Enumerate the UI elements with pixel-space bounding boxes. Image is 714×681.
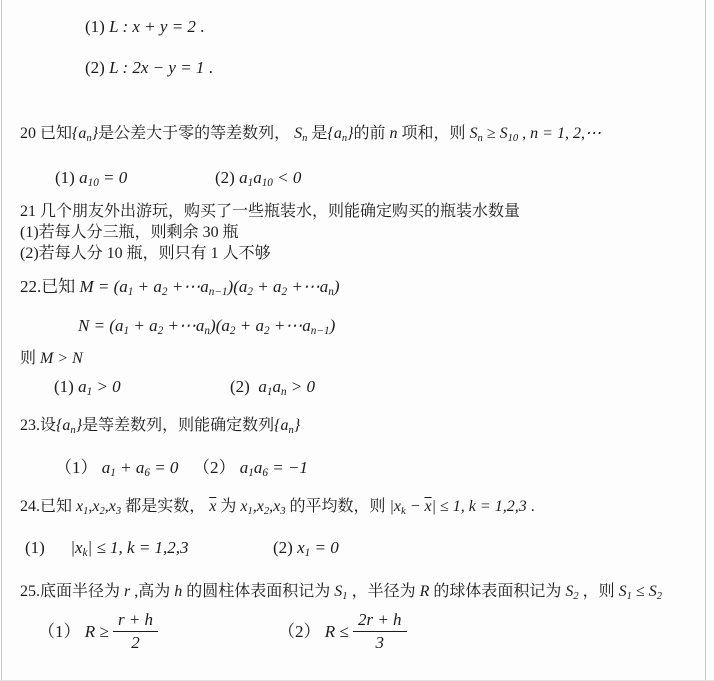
text-run: 20 已知 xyxy=(20,125,73,142)
math-run: S xyxy=(334,583,343,600)
math-run: )(a xyxy=(210,316,230,335)
q22-stem-M xyxy=(20,276,340,297)
q21-cond-1 xyxy=(20,223,239,243)
math-run: a xyxy=(253,168,262,187)
text-run: . xyxy=(526,498,535,515)
math-run: R ≤ xyxy=(324,622,353,641)
subscript-run: 3 xyxy=(115,506,122,518)
q20-cond-1 xyxy=(55,167,127,188)
math-run: +⋯a xyxy=(167,277,209,296)
subscript-run: n xyxy=(204,325,211,338)
subscript-run: 2 xyxy=(247,286,253,299)
math-run: a xyxy=(253,458,263,477)
math-run: a xyxy=(101,458,111,477)
math-run: x xyxy=(297,538,305,557)
text-run: . xyxy=(204,58,213,77)
q22-stem-N xyxy=(78,315,335,336)
math-run: S xyxy=(565,583,574,600)
math-run: x xyxy=(240,498,248,515)
text-run: 的球体表面积记为 xyxy=(429,583,566,600)
text-run: 25.底面半径为 xyxy=(20,583,125,600)
subscript-run: k xyxy=(401,506,406,518)
math-run: S xyxy=(618,583,627,600)
math-run: | ≤ 1, k = 1,2,3 xyxy=(87,538,189,557)
text-run: 是公差大于零的等差数列， xyxy=(98,125,295,142)
math-run: a xyxy=(258,377,267,396)
subscript-run: n xyxy=(280,386,287,399)
math-run: } xyxy=(293,417,301,434)
math-run: a xyxy=(78,377,87,396)
math-run: + a xyxy=(133,277,162,296)
math-run: a xyxy=(239,458,249,477)
math-run: n xyxy=(389,125,398,142)
math-run: ,x xyxy=(88,498,100,515)
subscript-run: 2 xyxy=(229,325,236,338)
subscript-run: 2 xyxy=(573,591,579,603)
q24-cond-2 xyxy=(273,537,339,558)
fraction-numerator: r + h xyxy=(113,610,158,632)
subscript-run: 6 xyxy=(144,467,150,480)
math-run: N = (a xyxy=(78,316,124,335)
text-run: 为 xyxy=(216,498,241,515)
math-run: a xyxy=(79,168,88,187)
math-run: ≤ S xyxy=(631,583,657,600)
page-edge-left xyxy=(1,0,2,681)
math-run: +⋯a xyxy=(269,316,311,335)
q25-stem xyxy=(20,582,662,602)
text-run: (1) xyxy=(25,538,71,557)
math-run: } xyxy=(75,417,83,434)
text-run: 22.已知 xyxy=(20,277,80,296)
math-run: +⋯a xyxy=(287,277,329,296)
math-run: h xyxy=(174,583,183,600)
text-run: (2) xyxy=(85,58,110,77)
math-run: + a xyxy=(235,316,264,335)
subscript-run: 2 xyxy=(263,506,270,518)
math-run: x xyxy=(76,498,84,515)
math-run: < 0 xyxy=(272,168,302,187)
subscript-run: 1 xyxy=(123,325,130,338)
q23-stem xyxy=(20,416,300,436)
q25-cond-2 xyxy=(278,612,407,654)
fraction-denominator: 2 xyxy=(131,632,140,652)
subscript-run: 10 xyxy=(507,133,519,145)
math-run: ,x xyxy=(104,498,116,515)
subscript-run: 1 xyxy=(266,386,273,399)
math-run: ) xyxy=(333,277,340,296)
text-run: 是等差数列，则能确定数列 xyxy=(82,417,275,434)
text-run: (1) xyxy=(85,17,110,36)
text-run: （2） xyxy=(278,622,325,641)
text-run: ,高为 xyxy=(130,583,175,600)
math-run: ,x xyxy=(252,498,264,515)
subscript-run: 1 xyxy=(248,467,254,480)
subscript-run: 1 xyxy=(304,547,311,560)
q23-cond-2 xyxy=(193,457,308,478)
q19-cond-2 xyxy=(85,57,213,78)
math-run: = 0 xyxy=(98,168,128,187)
text-run: 则 xyxy=(20,350,41,367)
text-run: (1)若每人分三瓶，则剩余 30 瓶 xyxy=(20,224,239,241)
text-run: 都是实数， xyxy=(121,498,210,515)
text-run: ，则 xyxy=(578,583,619,600)
subscript-run: n xyxy=(328,286,334,299)
text-run: 21 几个朋友外出游玩，购买了一些瓶装水，则能确定购买的瓶装水数量 xyxy=(20,203,521,220)
text-run: (2)若每人分 10 瓶，则只有 1 人不够 xyxy=(20,245,271,262)
q24-stem xyxy=(20,497,535,517)
subscript-run: 2 xyxy=(161,286,168,299)
math-run: + a xyxy=(129,316,158,335)
text-run: (2) xyxy=(273,538,298,557)
math-run: {a xyxy=(274,417,289,434)
subscript-run: n xyxy=(302,133,308,145)
q23-cond-1 xyxy=(55,457,178,478)
math-run: } xyxy=(347,125,354,142)
text-run: 项和，则 xyxy=(397,125,470,142)
subscript-run: 2 xyxy=(281,286,288,299)
math-run: r xyxy=(124,583,131,600)
math-run: S xyxy=(469,125,478,142)
text-run: （2） xyxy=(193,458,240,477)
math-run: | ≤ 1, k = 1,2,3 xyxy=(431,498,527,515)
subscript-run: 6 xyxy=(262,467,268,480)
math-run: + a xyxy=(115,458,145,477)
q22-cond-1 xyxy=(54,376,121,397)
math-run: {a xyxy=(56,417,71,434)
page-edge-right xyxy=(705,0,706,681)
text-run: (2) xyxy=(215,168,240,187)
subscript-run: 2 xyxy=(656,591,663,603)
text-run: (1) xyxy=(55,168,80,187)
math-run: , n = 1, 2,⋯ xyxy=(518,125,601,142)
math-run: > 0 xyxy=(92,377,121,396)
subscript-run: 2 xyxy=(99,506,105,518)
overline-variable: $\overline{x}$ xyxy=(424,498,432,515)
math-run: L : x + y = 2 xyxy=(109,17,196,36)
fraction xyxy=(353,610,407,652)
q21-stem xyxy=(20,202,520,222)
fraction-numerator: 2r + h xyxy=(353,610,407,632)
text-run: （1） xyxy=(55,458,102,477)
text-run: 24.已知 xyxy=(20,498,77,515)
math-run: = −1 xyxy=(267,458,308,477)
math-run: ) xyxy=(329,316,336,335)
text-run: 是 xyxy=(307,125,328,142)
math-run: a xyxy=(239,168,248,187)
math-run: )(a xyxy=(227,277,248,296)
q24-cond-1 xyxy=(25,537,189,558)
math-run: ≥ S xyxy=(482,125,508,142)
math-run: {a xyxy=(327,125,342,142)
math-run: |x xyxy=(389,498,402,515)
fraction-denominator: 3 xyxy=(375,632,385,652)
q22-cond-2 xyxy=(230,376,315,397)
subscript-run: 1 xyxy=(342,591,348,603)
subscript-run: n xyxy=(477,133,483,145)
text-run: (2) xyxy=(230,377,259,396)
math-run: + a xyxy=(252,277,282,296)
overline-variable: $\overline{x}$ xyxy=(209,498,217,515)
q19-cond-1 xyxy=(85,16,204,37)
text-run: 的圆柱体表面积记为 xyxy=(182,583,335,600)
subscript-run: 1 xyxy=(247,506,253,518)
subscript-run: n xyxy=(288,425,294,437)
math-run: {a xyxy=(72,125,87,142)
q20-stem xyxy=(20,124,601,144)
subscript-run: 1 xyxy=(110,467,116,480)
subscript-run: 2 xyxy=(263,325,270,338)
subscript-run: n xyxy=(341,133,348,145)
subscript-run: 10 xyxy=(261,177,273,190)
subscript-run: n xyxy=(86,133,92,145)
subscript-run: k xyxy=(82,547,88,560)
math-run: − xyxy=(405,498,425,515)
subscript-run: 1 xyxy=(247,177,254,190)
q22-conclusion xyxy=(20,349,83,369)
fraction xyxy=(113,610,158,652)
subscript-run: 1 xyxy=(626,591,632,603)
subscript-run: 10 xyxy=(87,177,99,190)
math-run: a xyxy=(272,377,281,396)
math-run: M = (a xyxy=(79,277,128,296)
text-run: （1） xyxy=(38,622,85,641)
math-run: R ≥ xyxy=(84,622,113,641)
math-run: M > N xyxy=(40,350,83,367)
subscript-run: n−1 xyxy=(310,325,330,338)
text-run: 的平均数，则 xyxy=(285,498,390,515)
math-run: ,x xyxy=(269,498,281,515)
q20-cond-2 xyxy=(215,167,301,188)
text-run: . xyxy=(195,17,205,36)
subscript-run: n−1 xyxy=(208,286,228,299)
math-run: S xyxy=(294,125,303,142)
math-run: +⋯a xyxy=(163,316,205,335)
subscript-run: 1 xyxy=(127,286,134,299)
q21-cond-2 xyxy=(20,244,271,264)
math-run: |x xyxy=(70,538,83,557)
math-run: = 0 xyxy=(149,458,179,477)
subscript-run: 1 xyxy=(83,506,89,518)
math-run: L : 2x − y = 1 xyxy=(109,58,205,77)
subscript-run: 3 xyxy=(280,506,286,518)
text-run: 23.设 xyxy=(20,417,57,434)
subscript-run: n xyxy=(70,425,76,437)
math-run: R xyxy=(419,583,430,600)
text-run: ，半径为 xyxy=(347,583,420,600)
subscript-run: 2 xyxy=(157,325,164,338)
math-run: } xyxy=(91,125,99,142)
subscript-run: 1 xyxy=(86,386,93,399)
math-run: > 0 xyxy=(286,377,316,396)
math-run: = 0 xyxy=(310,538,339,557)
text-run: (1) xyxy=(54,377,79,396)
q25-cond-1 xyxy=(38,612,158,654)
text-run: 的前 xyxy=(353,125,390,142)
